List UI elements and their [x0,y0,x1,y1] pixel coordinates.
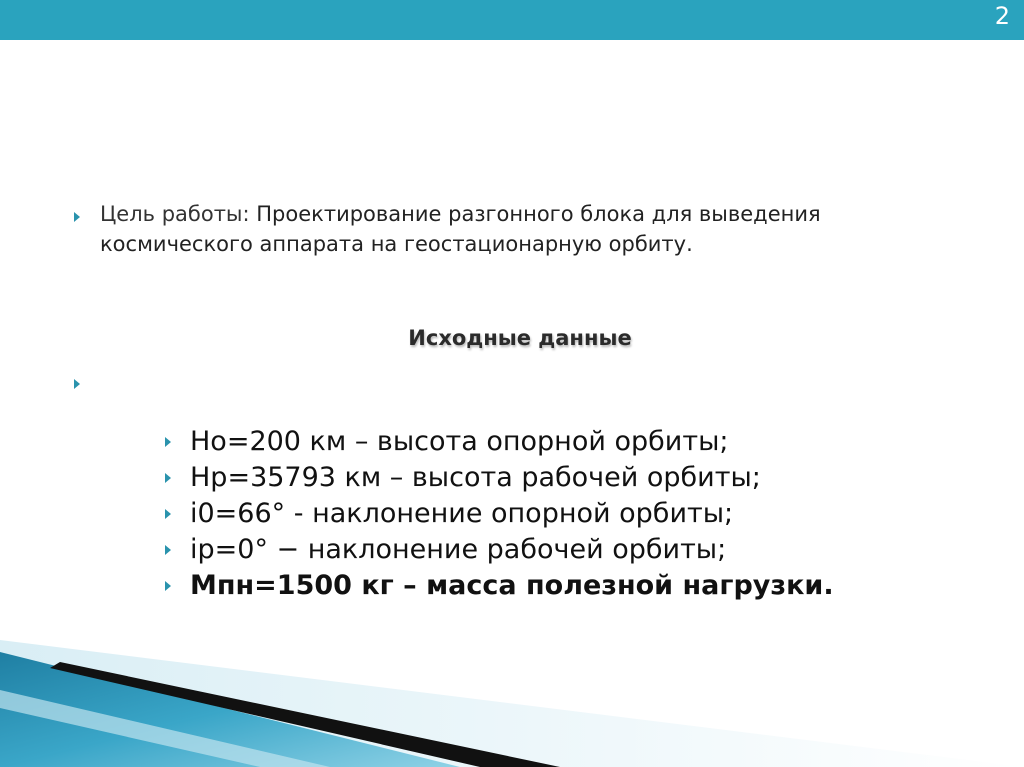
goal-text: Проектирование разгонного блока для выведения космического аппарата на геостационарную орбиту. [100,202,821,256]
param-text: iр=0° − наклонение рабочей орбиты; [190,534,727,565]
param-text: Hр=35793 км – высота рабочей орбиты; [190,462,761,493]
param-text: Hо=200 км – высота опорной орбиты; [190,426,729,457]
slide-number: 2 [994,2,1010,30]
section-heading: Исходные данные [408,326,632,350]
param-text: i0=66° - наклонение опорной орбиты; [190,498,734,529]
param-text: Mпн=1500 кг – масса полезной нагрузки. [190,570,834,601]
goal-label: Цель работы: [100,202,250,226]
